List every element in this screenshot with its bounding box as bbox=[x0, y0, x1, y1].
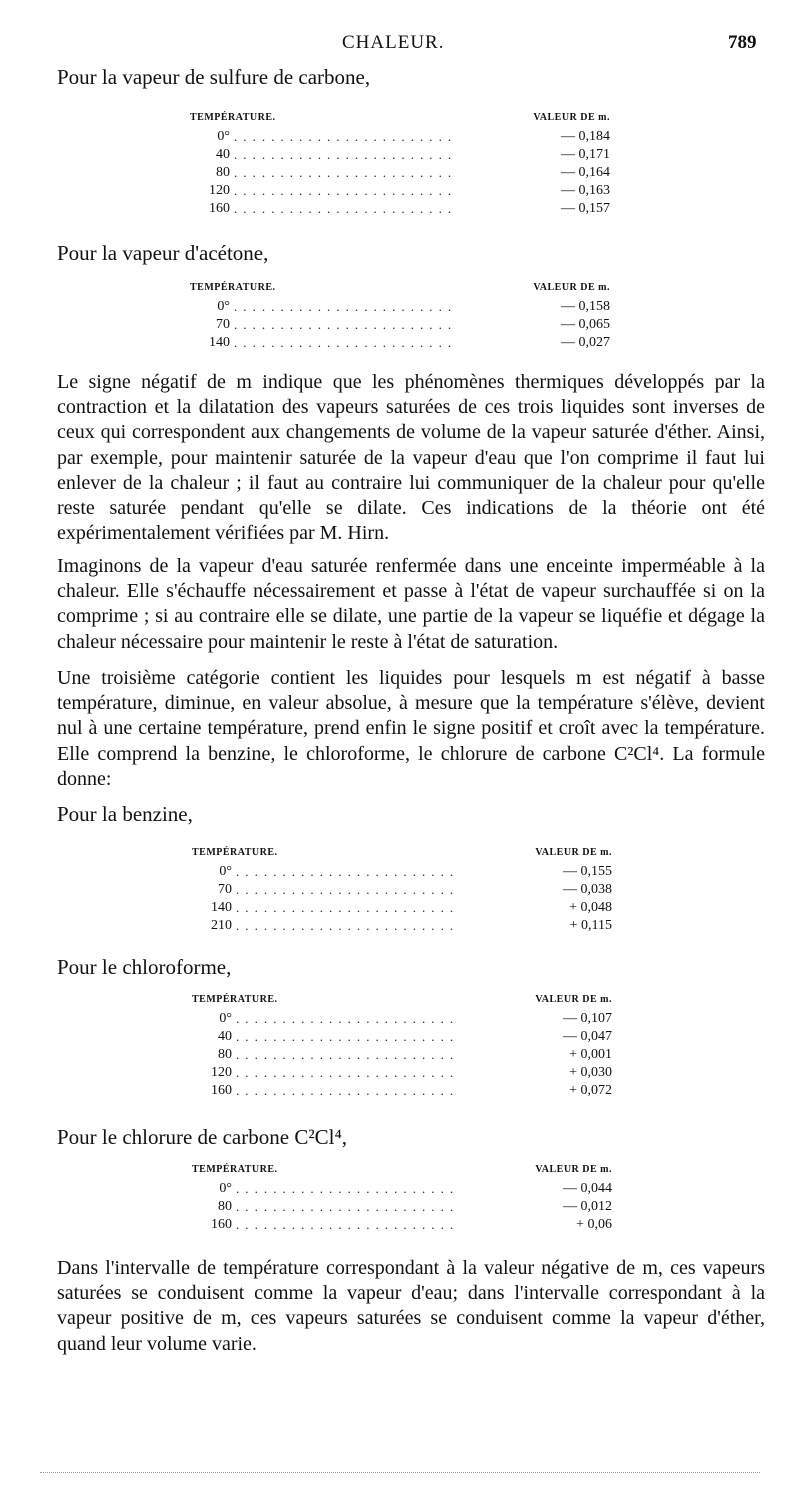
table-row: 70 . . . . . . . . . . . . . . . . . . . . . . . . — 0,065 bbox=[216, 317, 610, 332]
running-title: CHALEUR. bbox=[342, 32, 445, 53]
leader-dots: . . . . . . . . . . . . . . . . . . . . . . . . bbox=[236, 1083, 455, 1098]
table-row: 0° . . . . . . . . . . . . . . . . . . . . . . . . — 0,184 bbox=[217, 129, 610, 144]
table-row: 160 . . . . . . . . . . . . . . . . . . . . . . . . + 0,06 bbox=[211, 1217, 612, 1232]
section-intro: Pour la vapeur d'acétone, bbox=[57, 241, 269, 265]
section-intro: Pour le chloroforme, bbox=[57, 955, 232, 979]
col-value: VALEUR DE m. bbox=[535, 994, 612, 1005]
leader-dots: . . . . . . . . . . . . . . . . . . . . . . . . bbox=[234, 201, 453, 216]
col-temperature: TEMPÉRATURE. bbox=[190, 112, 276, 123]
table-row: 160 . . . . . . . . . . . . . . . . . . . . . . . . + 0,072 bbox=[211, 1083, 612, 1098]
table-row: 40 . . . . . . . . . . . . . . . . . . . . . . . . — 0,047 bbox=[218, 1029, 612, 1044]
col-value: VALEUR DE m. bbox=[533, 282, 610, 293]
table-row: 160 . . . . . . . . . . . . . . . . . . . . . . . . — 0,157 bbox=[209, 201, 610, 216]
table-row: 0° . . . . . . . . . . . . . . . . . . . . . . . . — 0,158 bbox=[217, 299, 610, 314]
leader-dots: . . . . . . . . . . . . . . . . . . . . . . . . bbox=[234, 299, 453, 314]
table-row: 210 . . . . . . . . . . . . . . . . . . . . . . . . + 0,115 bbox=[211, 918, 612, 933]
table-row: 140 . . . . . . . . . . . . . . . . . . . . . . . . — 0,027 bbox=[209, 335, 610, 350]
section-intro: Pour le chlorure de carbone C²Cl⁴, bbox=[57, 1125, 348, 1149]
leader-dots: . . . . . . . . . . . . . . . . . . . . . . . . bbox=[236, 1181, 455, 1196]
table-row: 120 . . . . . . . . . . . . . . . . . . . . . . . . + 0,030 bbox=[211, 1065, 612, 1080]
col-value: VALEUR DE m. bbox=[533, 112, 610, 123]
table-row: 80 . . . . . . . . . . . . . . . . . . . . . . . . + 0,001 bbox=[218, 1047, 612, 1062]
leader-dots: . . . . . . . . . . . . . . . . . . . . . . . . bbox=[234, 165, 453, 180]
col-temperature: TEMPÉRATURE. bbox=[192, 1164, 278, 1175]
table-row: 80 . . . . . . . . . . . . . . . . . . . . . . . . — 0,012 bbox=[218, 1199, 612, 1214]
data-table-chloroforme bbox=[192, 990, 612, 1100]
leader-dots: . . . . . . . . . . . . . . . . . . . . . . . . bbox=[236, 1217, 455, 1232]
col-temperature: TEMPÉRATURE. bbox=[192, 847, 278, 858]
body-paragraph: Le signe négatif de m indique que les phénomènes thermiques développés par la contraction et la dilatation des vapeurs saturées de ces trois liquides sont inverses de ceux qui correspondent aux changements de volume de la vapeur saturée d'éther. Ainsi, par exemple, pour maintenir saturée de la vapeur d'eau que l'on comprime il faut lui enlever de la chaleur ; il faut au contraire lui communiquer de la chaleur pour qu'elle reste saturée pendant qu'elle se dilate. Ces indications de la théorie ont été expérimentalement vérifiées par M. Hirn. bbox=[57, 371, 765, 545]
leader-dots: . . . . . . . . . . . . . . . . . . . . . . . . bbox=[236, 1047, 455, 1062]
leader-dots: . . . . . . . . . . . . . . . . . . . . . . . . bbox=[236, 1011, 455, 1026]
table-row: 120 . . . . . . . . . . . . . . . . . . . . . . . . — 0,163 bbox=[209, 183, 610, 198]
body-paragraph: Une troisième catégorie contient les liquides pour lesquels m est négatif à basse température, diminue, en valeur absolue, à mesure que la température s'élève, devient nul à une certaine température, prend enfin le signe positif et croît avec la température. Elle comprend la benzine, le chloroforme, le chlorure de carbone C²Cl⁴. La formule donne: bbox=[57, 667, 765, 790]
data-table-benzine bbox=[192, 843, 612, 935]
table-row: 80 . . . . . . . . . . . . . . . . . . . . . . . . — 0,164 bbox=[216, 165, 610, 180]
table-header bbox=[192, 1160, 612, 1180]
leader-dots: . . . . . . . . . . . . . . . . . . . . . . . . bbox=[236, 864, 455, 879]
data-table-acetone bbox=[190, 278, 610, 352]
table-row: 140 . . . . . . . . . . . . . . . . . . . . . . . . + 0,048 bbox=[211, 900, 612, 915]
leader-dots: . . . . . . . . . . . . . . . . . . . . . . . . bbox=[236, 900, 455, 915]
leader-dots: . . . . . . . . . . . . . . . . . . . . . . . . bbox=[234, 183, 453, 198]
page-header bbox=[0, 32, 800, 56]
col-value: VALEUR DE m. bbox=[535, 1164, 612, 1175]
data-table-chlorure bbox=[192, 1160, 612, 1234]
leader-dots: . . . . . . . . . . . . . . . . . . . . . . . . bbox=[236, 918, 455, 933]
body-paragraph: Dans l'intervalle de température correspondant à la valeur négative de m, ces vapeurs saturées se conduisent comme la vapeur d'eau; dans l'intervalle correspondant à la vapeur positive de m, ces vapeurs saturées se conduisent comme la vapeur d'éther, quand leur volume varie. bbox=[57, 1257, 765, 1355]
table-header bbox=[190, 108, 610, 128]
page-number: 789 bbox=[728, 32, 757, 53]
table-header bbox=[192, 990, 612, 1010]
leader-dots: . . . . . . . . . . . . . . . . . . . . . . . . bbox=[236, 882, 455, 897]
col-value: VALEUR DE m. bbox=[535, 847, 612, 858]
leader-dots: . . . . . . . . . . . . . . . . . . . . . . . . bbox=[236, 1029, 455, 1044]
table-row: 0° . . . . . . . . . . . . . . . . . . . . . . . . — 0,155 bbox=[219, 864, 612, 879]
table-row: 40 . . . . . . . . . . . . . . . . . . . . . . . . — 0,171 bbox=[216, 147, 610, 162]
section-intro: Pour la benzine, bbox=[57, 802, 193, 826]
leader-dots: . . . . . . . . . . . . . . . . . . . . . . . . bbox=[236, 1199, 455, 1214]
col-temperature: TEMPÉRATURE. bbox=[192, 994, 278, 1005]
table-row: 0° . . . . . . . . . . . . . . . . . . . . . . . . — 0,044 bbox=[219, 1181, 612, 1196]
table-row: 70 . . . . . . . . . . . . . . . . . . . . . . . . — 0,038 bbox=[218, 882, 612, 897]
col-temperature: TEMPÉRATURE. bbox=[190, 282, 276, 293]
body-paragraph: Imaginons de la vapeur d'eau saturée renfermée dans une enceinte imperméable à la chaleur. Elle s'échauffe nécessairement et passe à l'état de vapeur surchauffée si on la comprime ; si au contraire elle se dilate, une partie de la vapeur se liquéfie et dégage la chaleur nécessaire pour maintenir le reste à l'état de saturation. bbox=[57, 555, 765, 653]
leader-dots: . . . . . . . . . . . . . . . . . . . . . . . . bbox=[236, 1065, 455, 1080]
table-header bbox=[192, 843, 612, 863]
section-intro: Pour la vapeur de sulfure de carbone, bbox=[57, 65, 371, 89]
leader-dots: . . . . . . . . . . . . . . . . . . . . . . . . bbox=[234, 317, 453, 332]
leader-dots: . . . . . . . . . . . . . . . . . . . . . . . . bbox=[234, 147, 453, 162]
table-header bbox=[190, 278, 610, 298]
leader-dots: . . . . . . . . . . . . . . . . . . . . . . . . bbox=[234, 129, 453, 144]
data-table-sulfure bbox=[190, 108, 610, 218]
table-row: 0° . . . . . . . . . . . . . . . . . . . . . . . . — 0,107 bbox=[219, 1011, 612, 1026]
footer-rule bbox=[40, 1472, 760, 1473]
leader-dots: . . . . . . . . . . . . . . . . . . . . . . . . bbox=[234, 335, 453, 350]
